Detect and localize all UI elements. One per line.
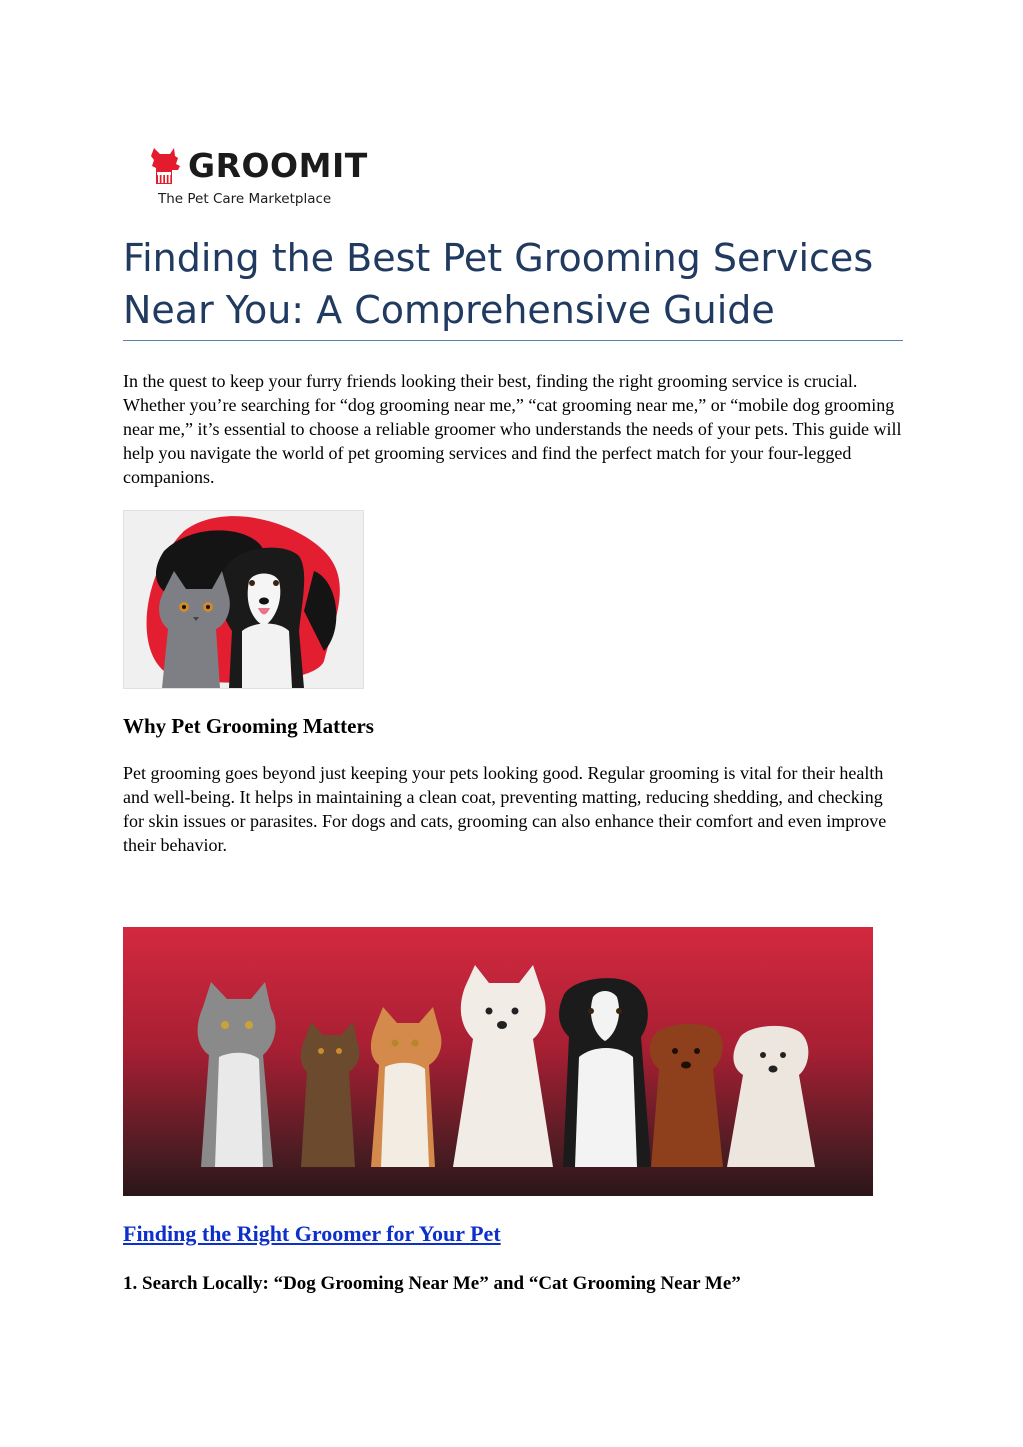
section-heading-why-grooming: Why Pet Grooming Matters (123, 714, 374, 738)
pets-lineup-banner-image (123, 927, 873, 1196)
logo-tagline: The Pet Care Marketplace (158, 191, 332, 207)
logo-wordmark: GROOMIT (188, 146, 368, 185)
title-divider (123, 340, 903, 341)
intro-paragraph: In the quest to keep your furry friends looking their best, finding the right grooming service is crucial. Whether you’re searching for “dog grooming near me,” “cat grooming near me,” or “mobile dog grooming near me,” it’s essential to choose a reliable groomer who understands the needs of your pets. This guide will help you navigate the world of pet grooming services and find the perfect match for your four-legged companions. (123, 371, 902, 487)
page-title: Finding the Best Pet Grooming Services Near You: A Comprehensive Guide (123, 236, 874, 332)
groomit-logo (148, 142, 368, 210)
cat-and-dog-image (123, 510, 364, 689)
dog-comb-icon (148, 144, 188, 188)
section-heading-link-finding-groomer[interactable]: Finding the Right Groomer for Your Pet (123, 1221, 501, 1246)
subheading-search-locally: 1. Search Locally: “Dog Grooming Near Me” and “Cat Grooming Near Me” (123, 1273, 741, 1294)
section-paragraph-why-grooming: Pet grooming goes beyond just keeping your pets looking good. Regular grooming is vital for their health and well-being. It helps in maintaining a clean coat, preventing matting, reducing shedding, and checking for skin issues or parasites. For dogs and cats, grooming can also enhance their comfort and even improve their behavior. (123, 763, 887, 855)
